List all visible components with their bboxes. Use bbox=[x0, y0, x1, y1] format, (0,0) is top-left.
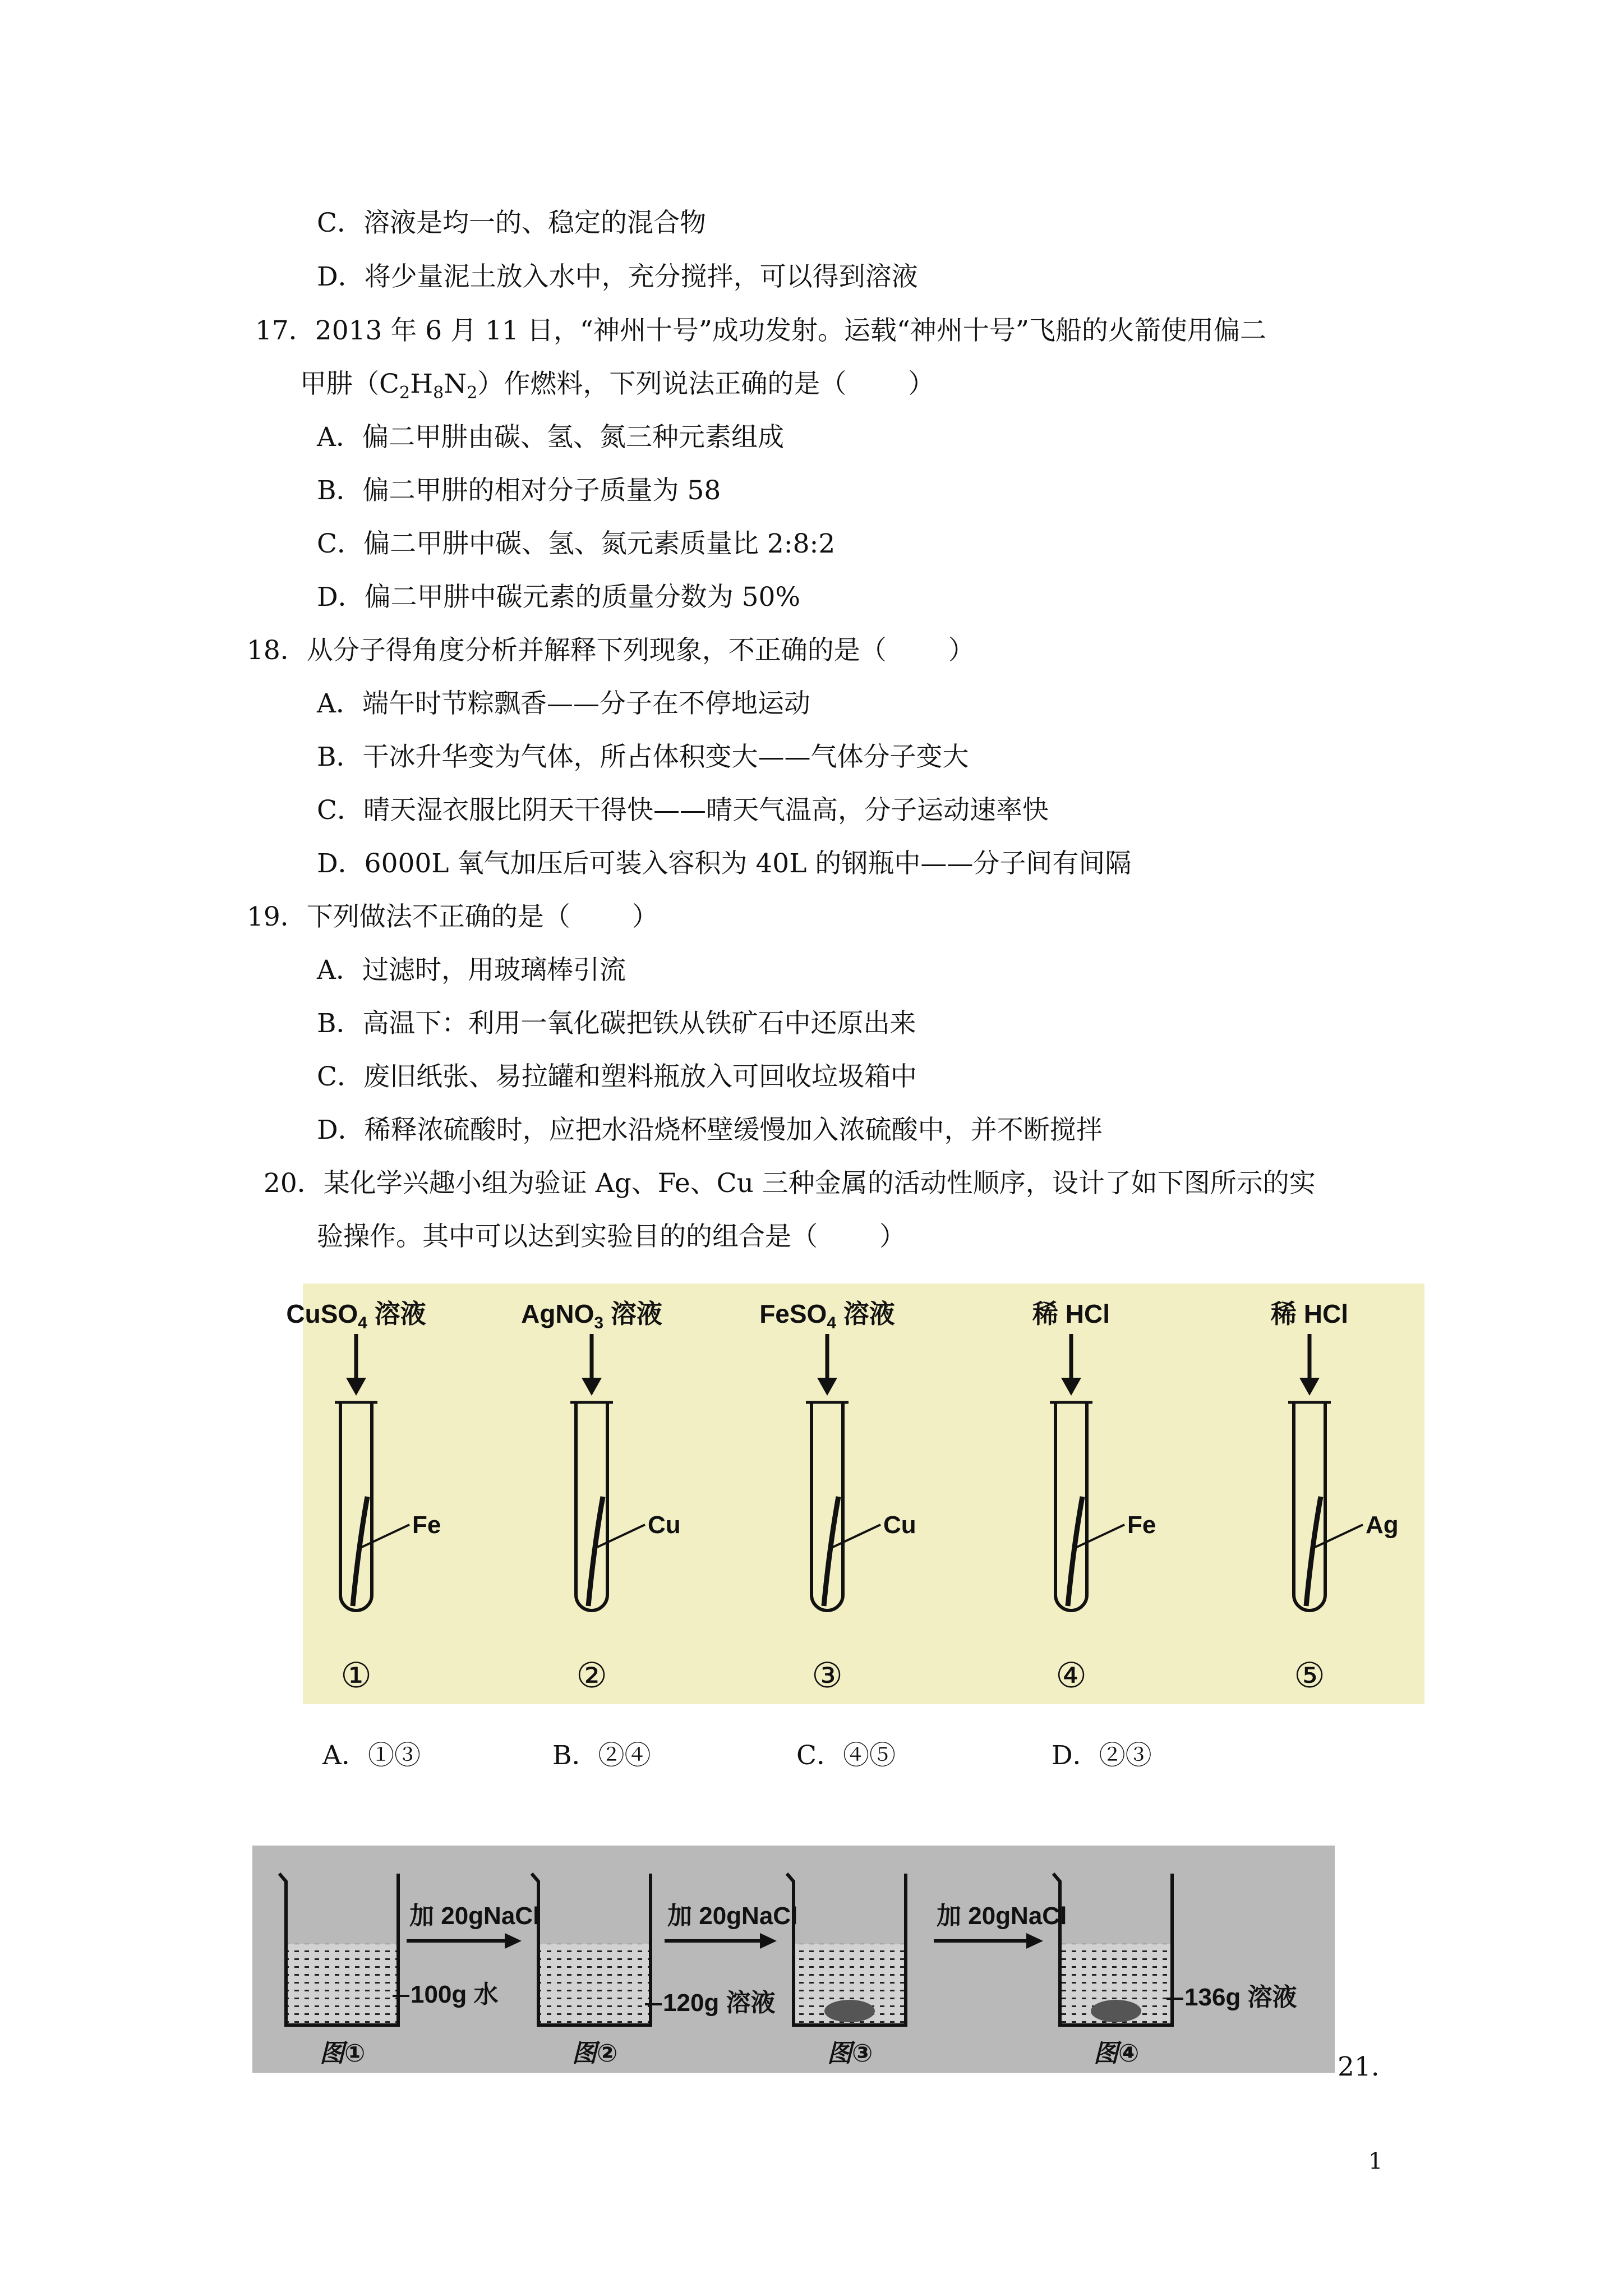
reagent-label: CuSO$_4$ 溶液 bbox=[286, 1299, 426, 1332]
q17-stem-line1: 17．2013 年 6 月 11 日，“神州十号”成功发射。运载“神州十号”飞船的火箭使用偏二 bbox=[255, 315, 1266, 346]
q18-option-d: D．6000L 氧气加压后可装入容积为 40L 的钢瓶中——分子间有间隔 bbox=[317, 848, 1132, 879]
reagent-label: FeSO$_4$ 溶液 bbox=[759, 1299, 895, 1332]
q17-option-b: B．偏二甲肼的相对分子质量为 58 bbox=[317, 475, 721, 506]
undissolved-salt bbox=[824, 2000, 875, 2022]
q19-stem: 19．下列做法不正确的是（ ） bbox=[247, 901, 658, 932]
q17-stem-line2: 甲肼$(C_2H_8N_2)$作燃料，下列说法正确的是（ ） bbox=[300, 369, 935, 403]
q21-number: 21. bbox=[1338, 2051, 1380, 2082]
q20-option-b: B．②④ bbox=[552, 1740, 651, 1771]
q19-option-a: A．过滤时，用玻璃棒引流 bbox=[317, 955, 626, 986]
tube-number: ① bbox=[340, 1655, 372, 1696]
q17-option-c: C．偏二甲肼中碳、氢、氮元素质量比 2:8:2 bbox=[317, 528, 836, 559]
beaker-caption: 图④ bbox=[1094, 2040, 1140, 2067]
q20-stem-line2: 验操作。其中可以达到实验目的的组合是（ ） bbox=[317, 1221, 906, 1252]
undissolved-salt bbox=[1091, 2000, 1141, 2022]
figure-background bbox=[303, 1283, 1424, 1704]
reagent-label: AgNO$_3$ 溶液 bbox=[521, 1299, 662, 1332]
q20-option-d: D．②③ bbox=[1052, 1740, 1152, 1771]
reagent-label: 稀 HCl bbox=[1032, 1299, 1110, 1328]
solution-liquid bbox=[538, 1944, 651, 2025]
q20-option-a: A．①③ bbox=[322, 1740, 421, 1771]
beaker-label: 120g 溶液 bbox=[663, 1989, 776, 2017]
q18-option-c: C．晴天湿衣服比阴天干得快——晴天气温高，分子运动速率快 bbox=[317, 795, 1049, 826]
metal-label: Cu bbox=[648, 1511, 681, 1539]
test-tube-figure bbox=[286, 1283, 1424, 1704]
page-number: 1 bbox=[1368, 2148, 1383, 2174]
q18-option-a: A．端午时节粽飘香——分子在不停地运动 bbox=[317, 688, 810, 719]
reagent-label: 稀 HCl bbox=[1271, 1299, 1348, 1328]
q16-option-d: D．将少量泥土放入水中，充分搅拌，可以得到溶液 bbox=[317, 261, 918, 292]
q19-option-d: D．稀释浓硫酸时，应把水沿烧杯壁缓慢加入浓硫酸中，并不断搅拌 bbox=[317, 1115, 1103, 1145]
tube-number: ② bbox=[576, 1655, 607, 1696]
metal-label: Fe bbox=[1127, 1511, 1156, 1539]
beaker-caption: 图① bbox=[320, 2040, 366, 2067]
q19-option-b: B．高温下：利用一氧化碳把铁从铁矿石中还原出来 bbox=[317, 1008, 916, 1039]
q20-stem-line1: 20．某化学兴趣小组为验证 Ag、Fe、Cu 三种金属的活动性顺序，设计了如下图所示的实 bbox=[264, 1168, 1316, 1199]
beaker-caption: 图② bbox=[572, 2040, 618, 2067]
q18-option-b: B．干冰升华变为气体，所占体积变大——气体分子变大 bbox=[317, 742, 969, 772]
q20-option-c: C．④⑤ bbox=[796, 1740, 896, 1771]
metal-label: Fe bbox=[412, 1511, 441, 1539]
q17-option-a: A．偏二甲肼由碳、氢、氮三种元素组成 bbox=[317, 422, 784, 453]
q19-option-c: C．废旧纸张、易拉罐和塑料瓶放入可回收垃圾箱中 bbox=[317, 1061, 917, 1092]
q18-stem: 18．从分子得角度分析并解释下列现象，不正确的是（ ） bbox=[247, 635, 975, 666]
step-label: 加 20gNaCl bbox=[409, 1902, 540, 1930]
q17-option-d: D．偏二甲肼中碳元素的质量分数为 50% bbox=[317, 582, 801, 613]
beaker-caption: 图③ bbox=[827, 2040, 873, 2067]
beaker-diagram bbox=[252, 1846, 1335, 2073]
tube-number: ⑤ bbox=[1294, 1655, 1325, 1696]
step-label: 加 20gNaCl bbox=[667, 1902, 798, 1930]
beaker-figure bbox=[252, 1846, 1335, 2073]
step-label: 加 20gNaCl bbox=[937, 1902, 1067, 1930]
tube-number: ③ bbox=[811, 1655, 843, 1696]
beaker-label: 136g 溶液 bbox=[1184, 1984, 1297, 2011]
metal-label: Cu bbox=[883, 1511, 916, 1539]
solution-liquid bbox=[286, 1944, 398, 2025]
test-tube-diagram bbox=[286, 1283, 1424, 1704]
tube-number: ④ bbox=[1055, 1655, 1087, 1696]
beaker-label: 100g 水 bbox=[411, 1981, 499, 2008]
metal-label: Ag bbox=[1366, 1511, 1399, 1539]
q16-option-c: C．溶液是均一的、稳定的混合物 bbox=[317, 208, 706, 238]
